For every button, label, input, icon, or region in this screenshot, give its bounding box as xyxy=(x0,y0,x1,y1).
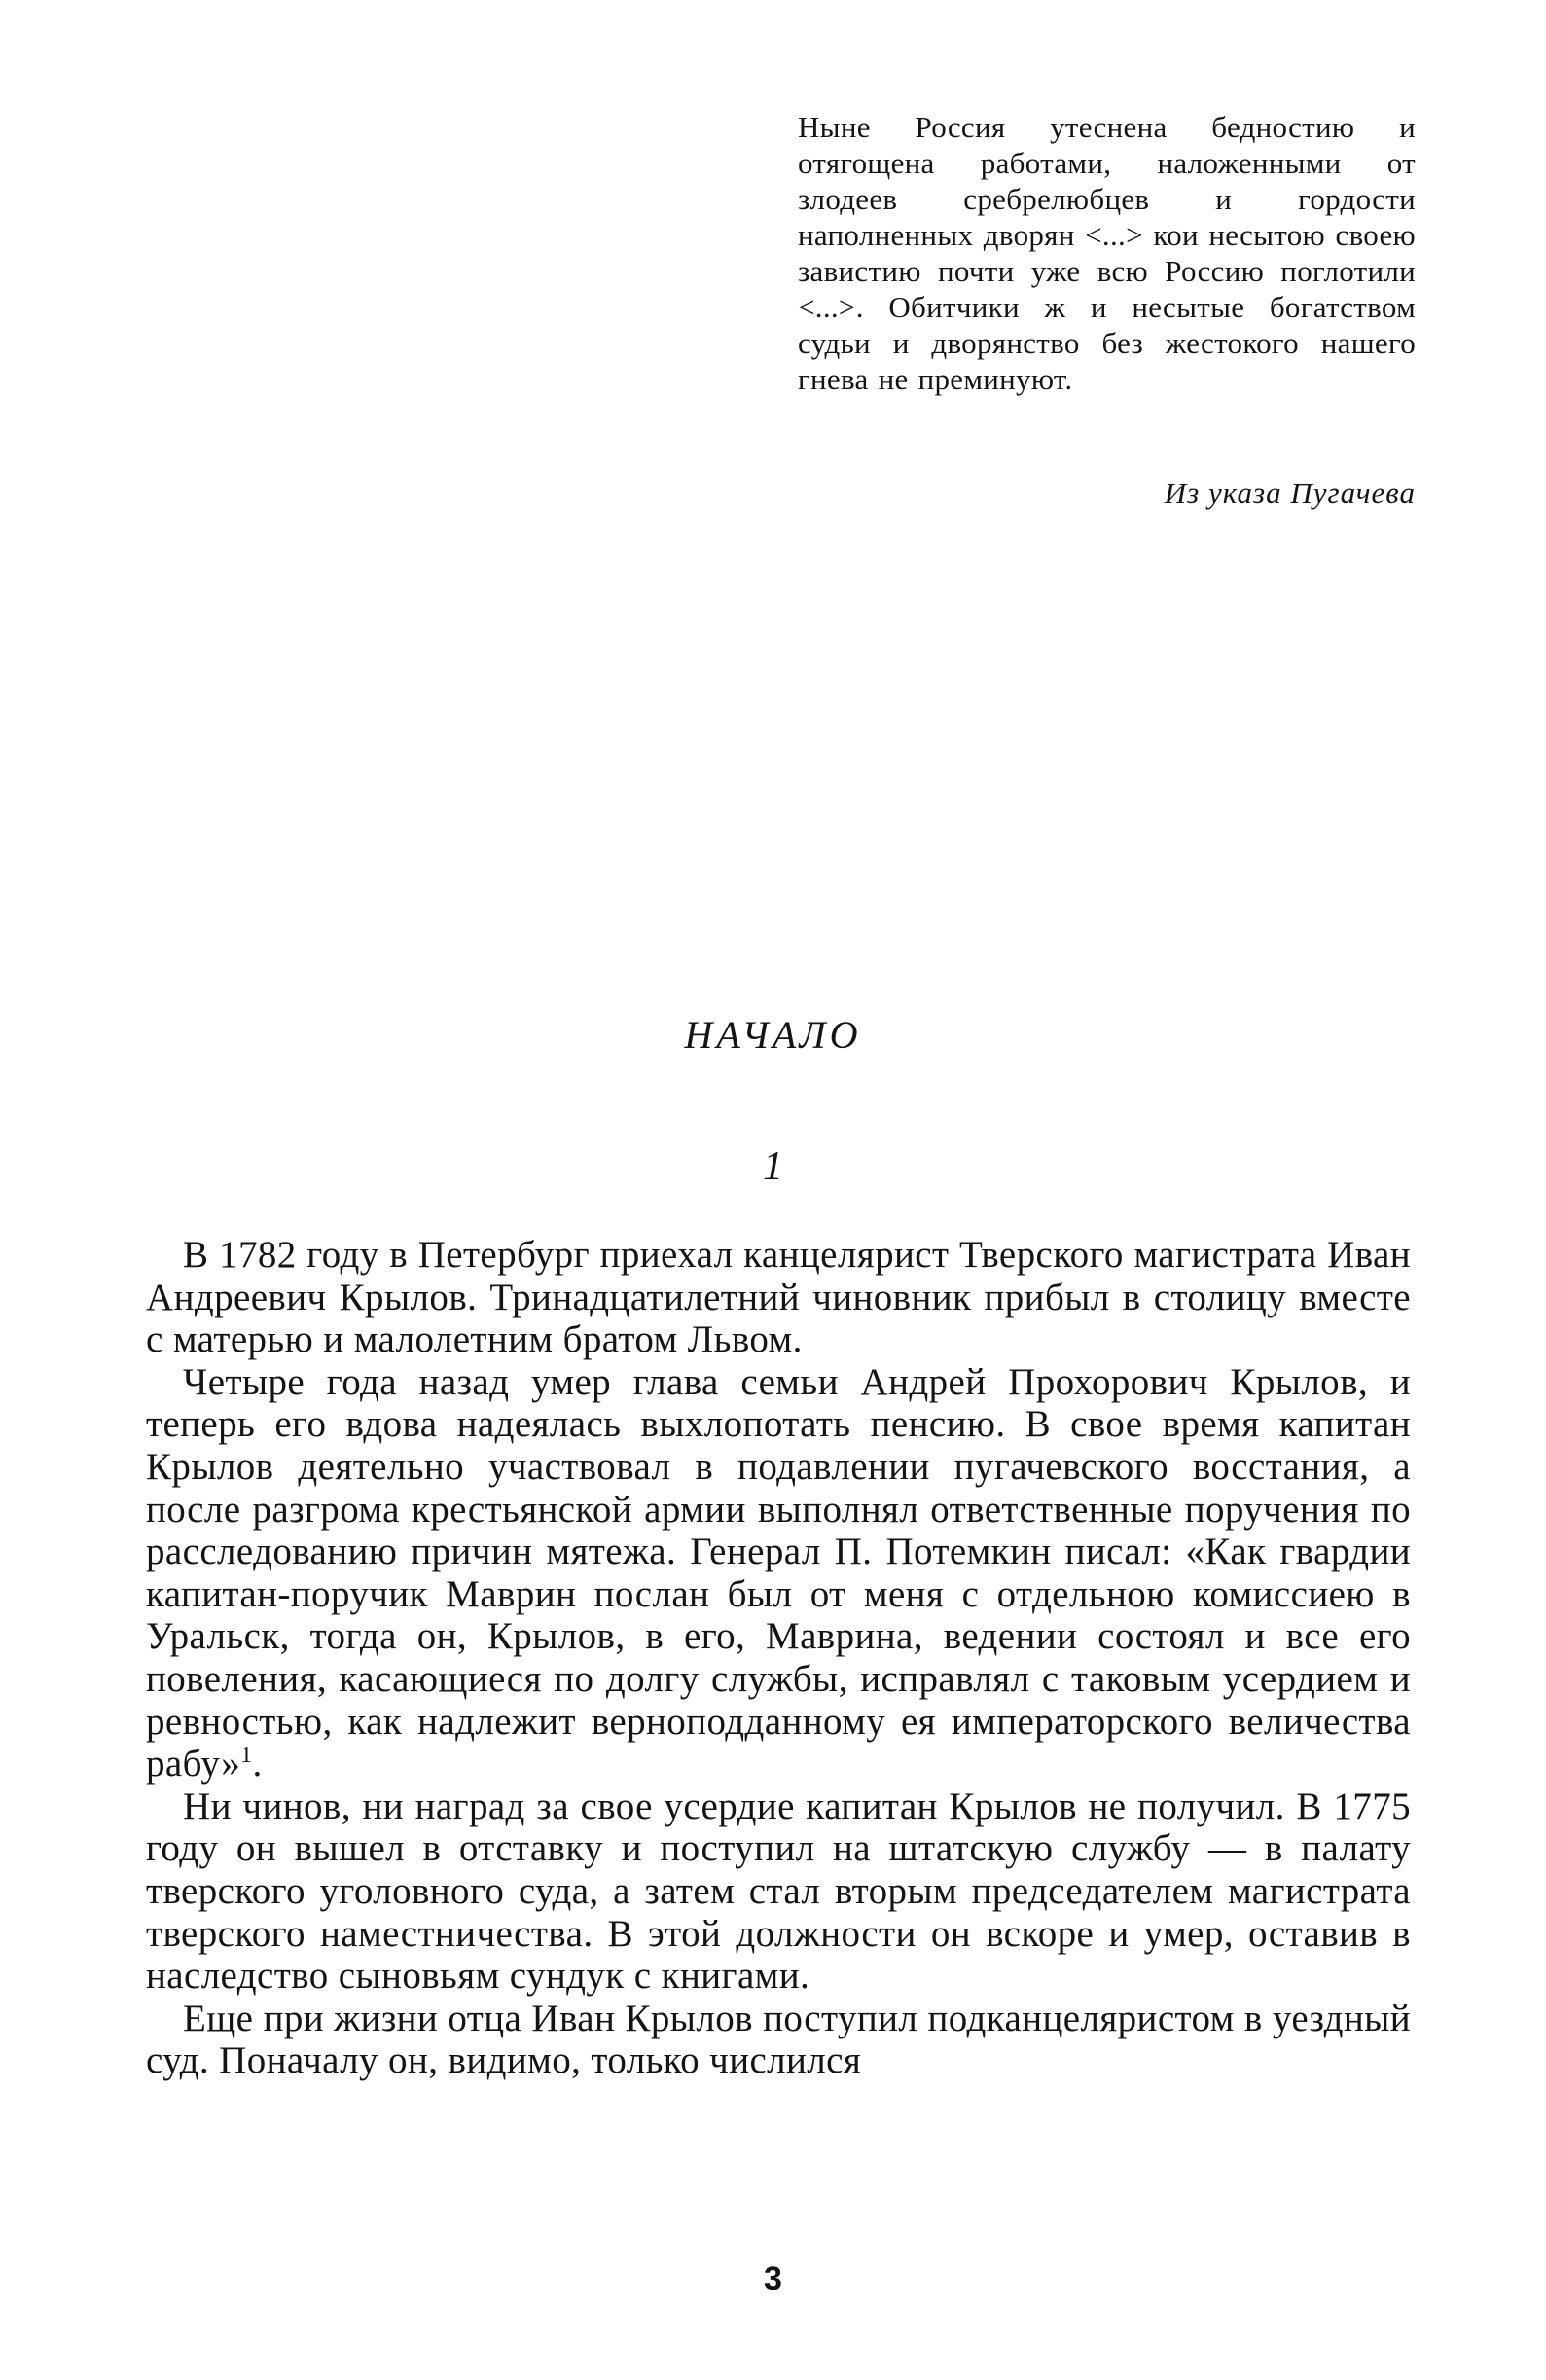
body-text xyxy=(146,1234,1411,2082)
paragraph-end-punctuation: . xyxy=(252,1743,263,1785)
section-number: 1 xyxy=(763,1144,783,1189)
footnote-marker: 1 xyxy=(240,1743,253,1769)
epigraph-source: Из указа Пугачева xyxy=(1164,476,1416,510)
page-number: 3 xyxy=(764,2260,782,2297)
chapter-title: НАЧАЛО xyxy=(684,1013,862,1057)
paragraph: Ни чинов, ни наград за свое усердие капитан Крылов не получил. В 1775 году он вышел в отставку и поступил на штатскую службу — в палату тверского уголовного суда, а затем стал вторым председателем магистрата тверского наместничества. В этой должности он вскоре и умер, оставив в наследство сыновьям сундук с книгами. xyxy=(146,1785,1411,1998)
paragraph xyxy=(146,1361,1411,1785)
paragraph: Еще при жизни отца Иван Крылов поступил подканцеляристом в уездный суд. Поначалу он, видимо, только числился xyxy=(146,1997,1411,2082)
epigraph-text: Ныне Россия утеснена бедностию и отягощена работами, наложенными от злодеев сребрелюбцев и гордости наполненных дворян <...> кои несытою своею завистию почти уже всю Россию поглотили <...>. Обитчики ж и несытые богатством судьи и дворянство без жестокого нашего гнева не преминуют. xyxy=(798,110,1416,396)
paragraph-text: Четыре года назад умер глава семьи Андрей Прохорович Крылов, и теперь его вдова надеялась выхлопотать пенсию. В свое время капитан Крылов деятельно участвовал в подавлении пугачевского восстания, а после разгрома крестьянской армии выполнял ответственные поручения по расследованию причин мятежа. Генерал П. Потемкин писал: «Как гвардии капитан-поручик Маврин послан был от меня с отдельною комиссиею в Уральск, тогда он, Крылов, в его, Маврина, ведении состоял и все его повеления, касающиеся по долгу службы, исправлял с таковым усердием и ревностью, как надлежит верноподданному ея императорского величества рабу» xyxy=(146,1360,1411,1785)
paragraph: В 1782 году в Петербург приехал канцелярист Тверского магистрата Иван Андреевич Крылов. Тринадцатилетний чиновник прибыл в столицу вместе с матерью и малолетним братом Львом. xyxy=(146,1234,1411,1361)
